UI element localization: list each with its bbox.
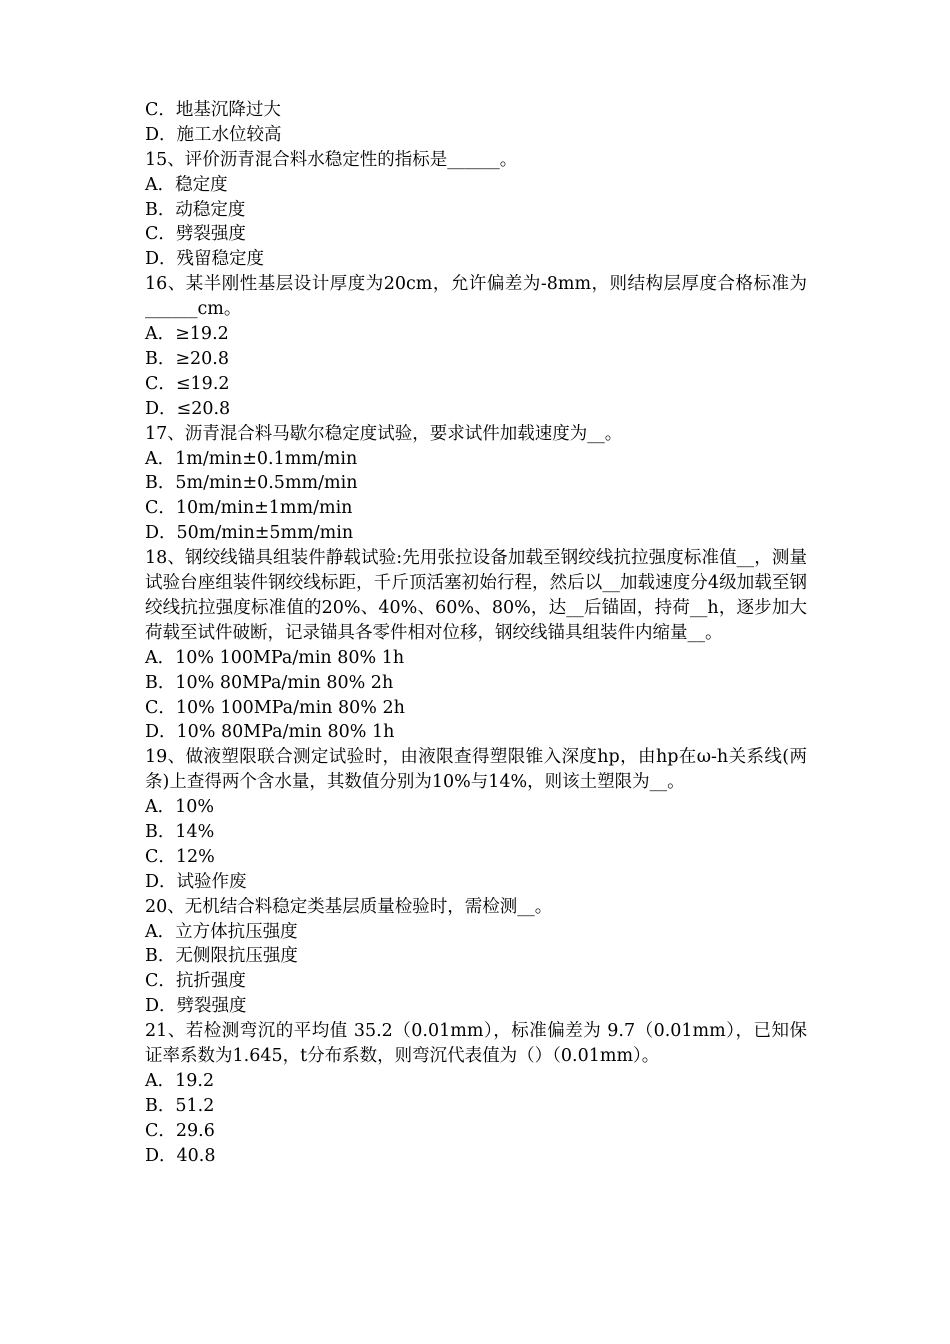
answer-option: A．立方体抗压强度: [145, 921, 298, 942]
answer-option: D．50m/min±5mm/min: [145, 523, 354, 544]
answer-option: A．19.2: [145, 1070, 215, 1091]
answer-option: A．10% 100MPa/min 80% 1h: [145, 647, 405, 668]
answer-option: D．残留稳定度: [145, 249, 265, 270]
question-text: 15、评价沥青混合料水稳定性的指标是______。: [145, 149, 518, 170]
question-text: 18、钢绞线锚具组装件静载试验:先用张拉设备加载至钢绞线抗拉强度标准值__，测量试验台座组装件钢绞线标距，千斤顶活塞初始行程，然后以__加载速度分4级加载至钢绞线抗拉强度标准值的20%、40%、60%、80%，达__后锚固，持荷__h，逐步加大荷载至试件破断，记录锚具各零件相对位移，钢绞线锚具组装件内缩量__。: [145, 548, 807, 643]
answer-option: B．5m/min±0.5mm/min: [145, 473, 358, 494]
answer-option: B．动稳定度: [145, 199, 246, 220]
question-text: 16、某半刚性基层设计厚度为20cm，允许偏差为-8mm，则结构层厚度合格标准为______cm。: [145, 274, 807, 320]
question-text: 21、若检测弯沉的平均值 35.2（0.01mm），标准偏差为 9.7（0.01mm），已知保证率系数为1.645，t分布系数，则弯沉代表值为（）（0.01mm）。: [145, 1021, 807, 1067]
question-text: 20、无机结合料稳定类基层质量检验时，需检测__。: [145, 896, 553, 917]
question-text: 19、做液塑限联合测定试验时，由液限查得塑限锥入深度hp，由hp在ω-h关系线(两条)上查得两个含水量，其数值分别为10%与14%，则该土塑限为__。: [145, 747, 807, 793]
answer-option: D．劈裂强度: [145, 996, 247, 1017]
answer-option: C．劈裂强度: [145, 224, 246, 245]
answer-option: D．10% 80MPa/min 80% 1h: [145, 722, 395, 743]
answer-option: C．12%: [145, 846, 215, 867]
answer-option: B．无侧限抗压强度: [145, 946, 298, 967]
answer-option: A．10%: [145, 797, 215, 818]
answer-option: A．1m/min±0.1mm/min: [145, 448, 358, 469]
answer-option: B．14%: [145, 821, 215, 842]
answer-option: C．地基沉降过大: [145, 100, 281, 120]
answer-option: C．10% 100MPa/min 80% 2h: [145, 697, 405, 718]
answer-option: D．施工水位较高: [145, 124, 282, 145]
answer-option: A．稳定度: [145, 174, 228, 195]
answer-option: B．10% 80MPa/min 80% 2h: [145, 672, 394, 693]
answer-option: A．≥19.2: [145, 324, 229, 345]
answer-option: C．29.6: [145, 1120, 215, 1141]
question-text: 17、沥青混合料马歇尔稳定度试验，要求试件加载速度为__。: [145, 423, 623, 444]
answer-option: D．试验作废: [145, 871, 247, 892]
answer-option: B．51.2: [145, 1095, 215, 1116]
answer-option: B．≥20.8: [145, 348, 229, 369]
answer-option: C．≤19.2: [145, 373, 230, 394]
answer-option: C．10m/min±1mm/min: [145, 498, 353, 519]
exam-content: [145, 98, 807, 1169]
answer-option: C．抗折强度: [145, 971, 246, 992]
answer-option: D．≤20.8: [145, 398, 231, 419]
answer-option: D．40.8: [145, 1145, 216, 1166]
